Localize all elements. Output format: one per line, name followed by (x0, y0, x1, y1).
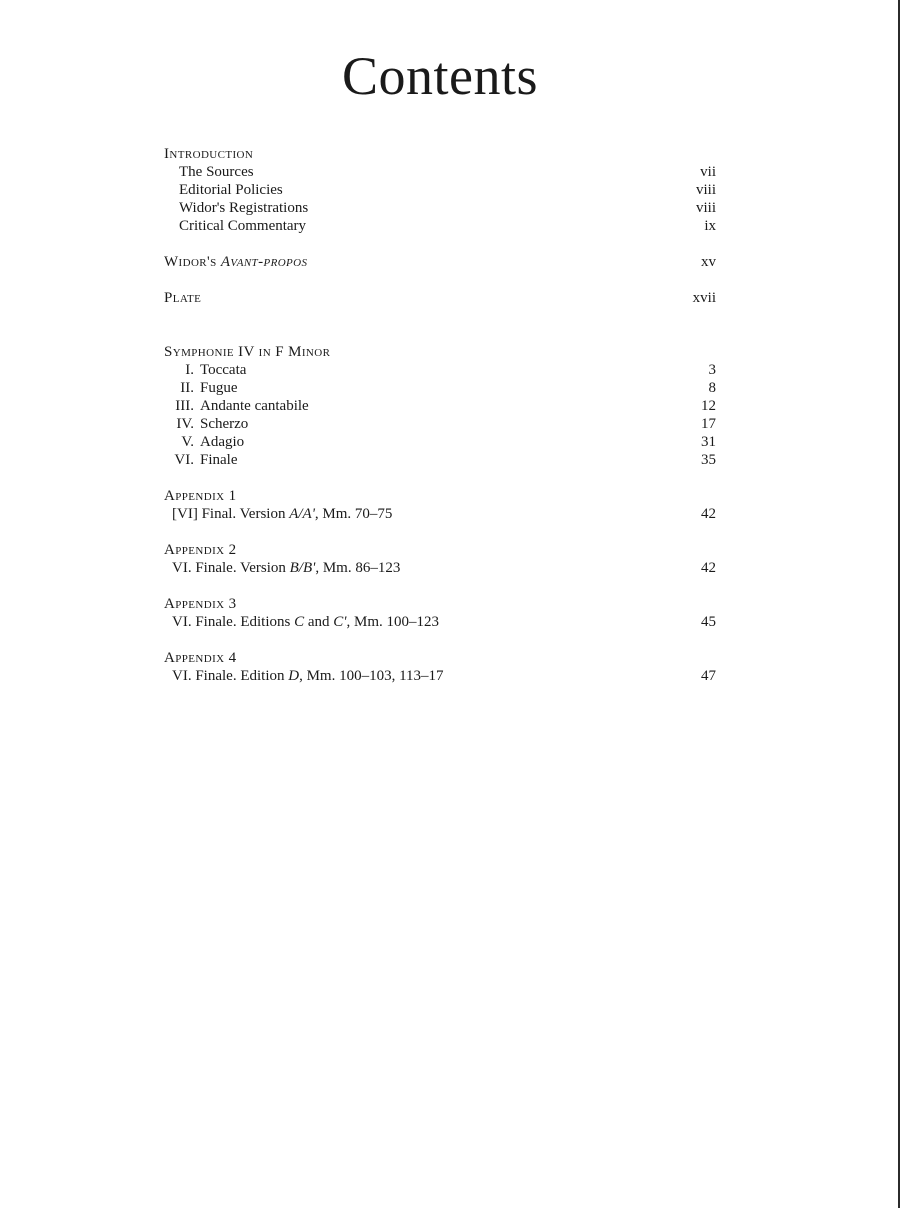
toc-entry: [VI] Final. Version A/A', Mm. 70–75 42 (172, 506, 716, 522)
page-number: 42 (701, 506, 716, 522)
toc-entry: Critical Commentary ix (179, 218, 716, 234)
toc-movement: I. Toccata 3 (185, 362, 716, 378)
page-title: Contents (341, 46, 538, 106)
toc-heading-appendix: Appendix 1 (164, 488, 237, 504)
table-of-contents (164, 145, 716, 685)
toc-entry-avant-propos: Widor's Avant-propos xv (164, 254, 716, 270)
toc-entry-plate: Plate xvii (164, 290, 716, 306)
toc-movement: II. Fugue 8 (180, 380, 716, 396)
toc-entry: Widor's Registrations viii (179, 200, 716, 216)
page-number: viii (695, 200, 716, 216)
page-number: xvii (692, 290, 716, 306)
page-number: xv (701, 254, 716, 270)
page-number: 35 (701, 452, 716, 468)
page-number: vii (700, 164, 716, 180)
toc-entry: VI. Finale. Editions C and C', Mm. 100–123 45 (172, 614, 716, 630)
toc-heading-appendix: Appendix 4 (164, 650, 237, 666)
toc-entry: VI. Finale. Version B/B', Mm. 86–123 42 (172, 560, 716, 576)
toc-entry: Editorial Policies viii (179, 182, 716, 198)
page-number: 17 (701, 416, 716, 432)
page-number: viii (695, 182, 716, 198)
page-number: 45 (701, 614, 716, 630)
page-number: 3 (708, 362, 716, 378)
toc-movement: V. Adagio 31 (181, 434, 716, 450)
toc-movement: III. Andante cantabile 12 (175, 398, 716, 414)
page-number: 31 (701, 434, 716, 450)
toc-movement: IV. Scherzo 17 (176, 416, 716, 432)
page-number: ix (704, 218, 716, 234)
page-number: 8 (708, 380, 716, 396)
toc-entry: VI. Finale. Edition D, Mm. 100–103, 113–17 47 (172, 668, 716, 684)
toc-heading-symphonie: Symphonie IV in F Minor (164, 344, 331, 360)
page-number: 47 (701, 668, 716, 684)
page-number: 42 (701, 560, 716, 576)
toc-heading-introduction: Introduction (164, 146, 254, 162)
page-number: 12 (701, 398, 716, 414)
toc-heading-appendix: Appendix 3 (164, 596, 237, 612)
toc-movement: VI. Finale 35 (174, 452, 716, 468)
toc-entry: The Sources vii (179, 164, 716, 180)
toc-heading-appendix: Appendix 2 (164, 542, 237, 558)
